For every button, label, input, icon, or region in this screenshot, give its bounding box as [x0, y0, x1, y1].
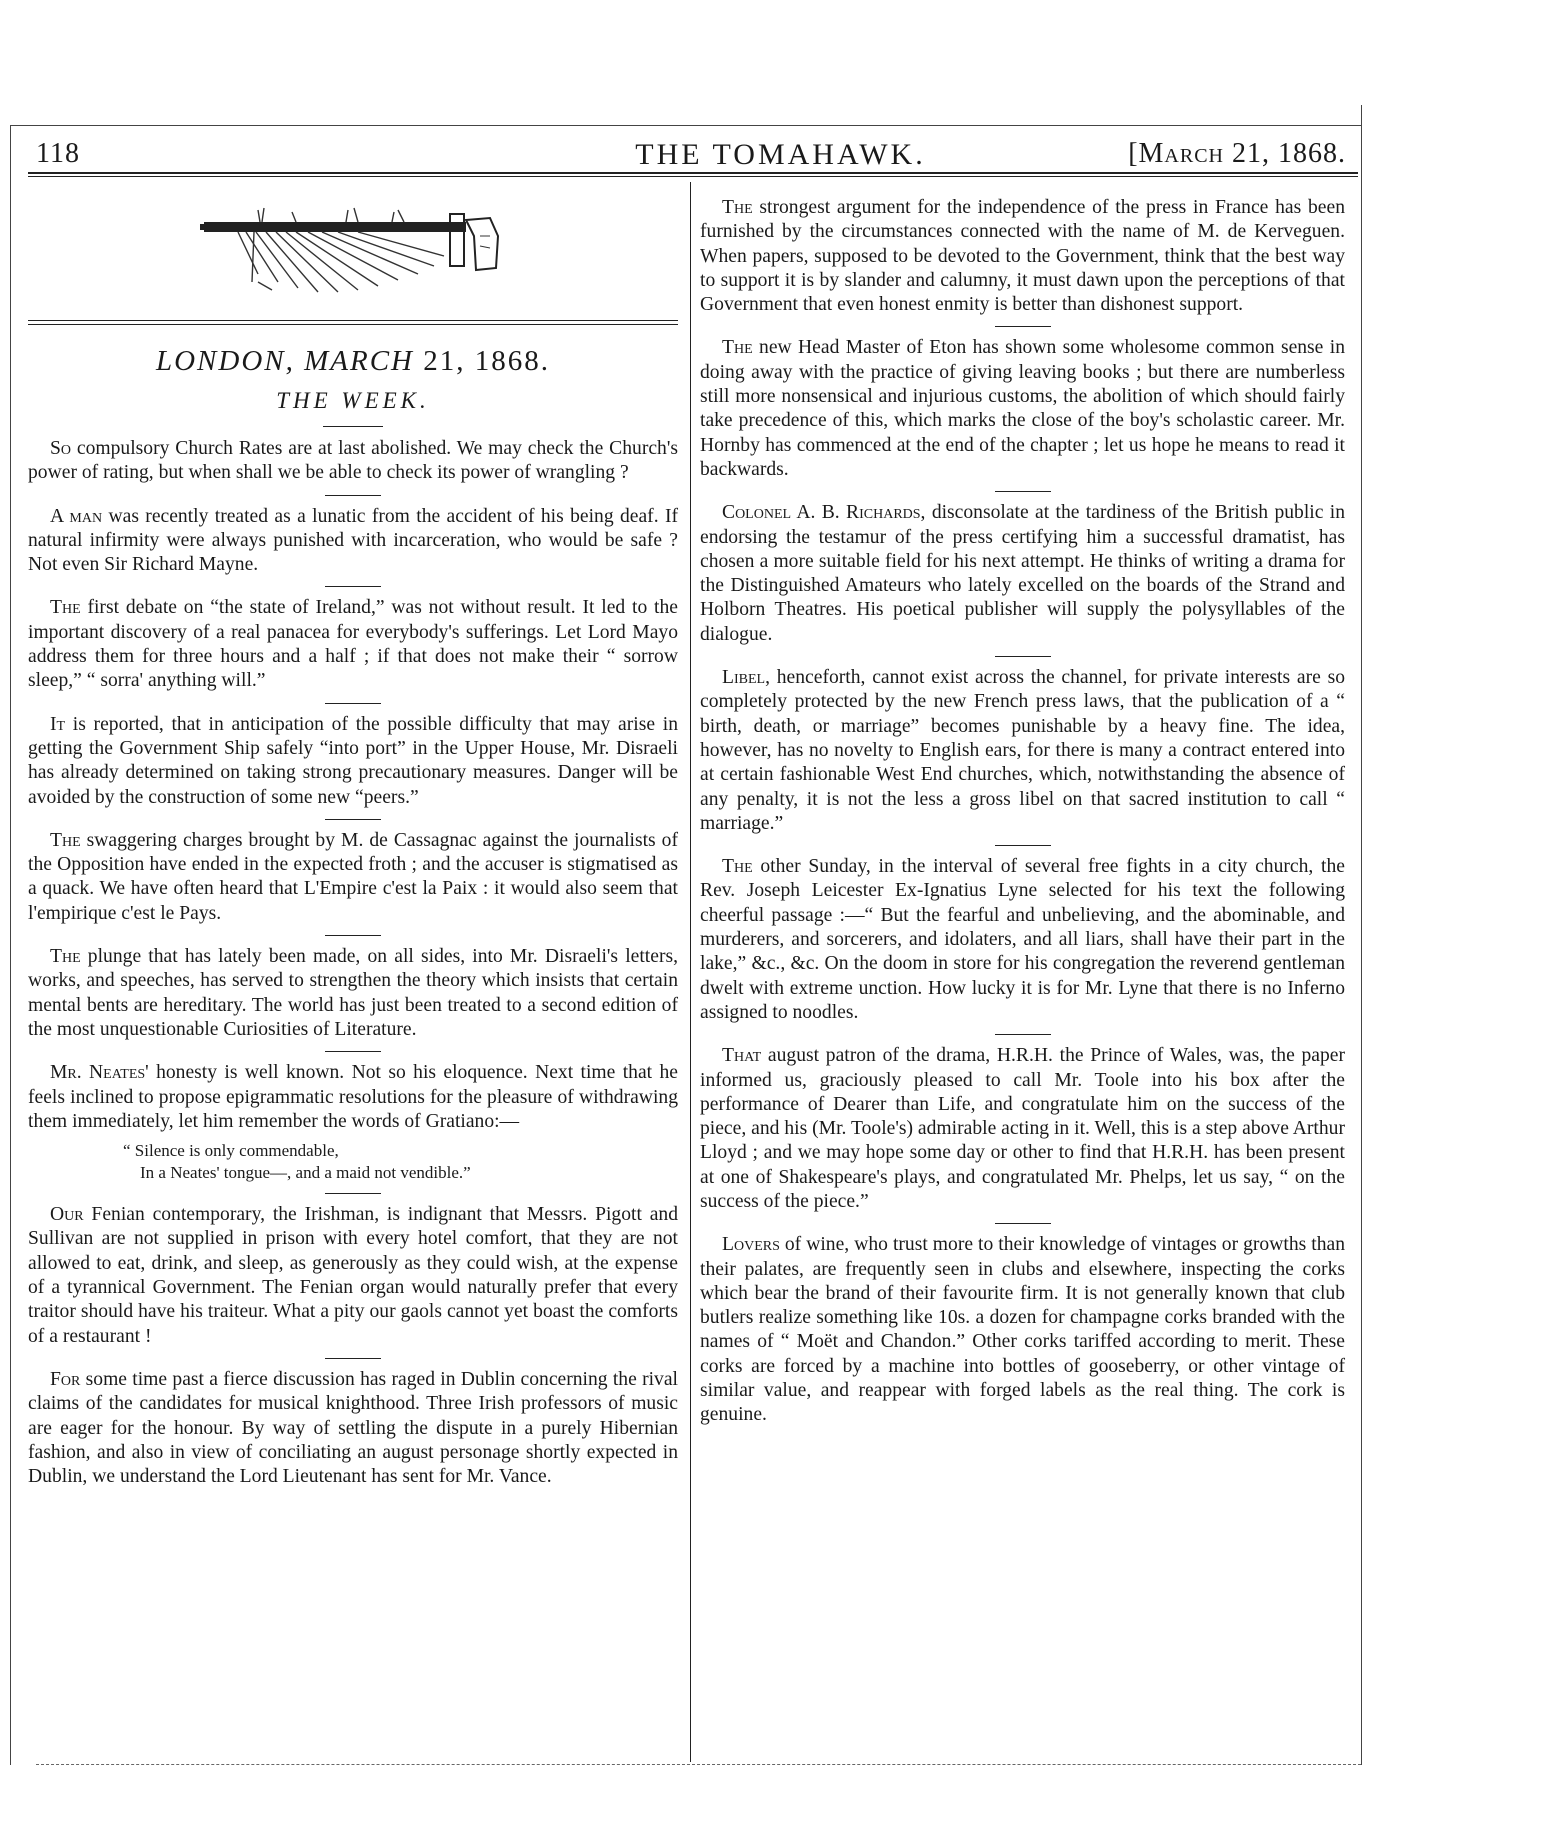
- masthead-rule-thin: [28, 324, 678, 325]
- article-separator: [325, 586, 381, 587]
- article-text: new Head Master of Eton has shown some wholesome common sense in doing away with the practice of giving leaving books ; but there are numberless still more nonsensical and injurious customs, the abolition of which should fairly take precedence of this, which marks the close of the boy's scholastic career. Mr. Hornby has commenced at the end of the chapter ; let us hope he means to read it backwards.: [700, 337, 1345, 480]
- article-paragraph: [28, 829, 678, 926]
- article-paragraph: [700, 666, 1345, 836]
- article-paragraph: [700, 1233, 1345, 1427]
- dateline-city-month: LONDON, MARCH: [155, 345, 414, 377]
- section-divider: [323, 426, 383, 427]
- left-column: [28, 186, 678, 1489]
- article-separator: [325, 1358, 381, 1359]
- column-divider: [690, 182, 691, 1762]
- article-paragraph: [700, 196, 1345, 317]
- article-separator: [325, 935, 381, 936]
- article-lead: Our: [50, 1204, 84, 1226]
- article-separator: [325, 1051, 381, 1052]
- article-paragraph: [28, 505, 678, 578]
- article-separator: [995, 326, 1051, 327]
- article-separator: [325, 703, 381, 704]
- article-lead: Mr. Neates': [50, 1062, 149, 1084]
- article-lead: The: [722, 197, 753, 218]
- article-text: some time past a fierce discussion has raged in Dublin concerning the rival claims of the candidates for musical knighthood. Three Irish professors of music are eager for the honour. By way of settling the dispute in a purely Hibernian fashion, and also in view of conciliating an august personage shortly expected in Dublin, we understand the Lord Lieutenant has sent for Mr. Vance.: [28, 1368, 678, 1488]
- top-rule: [10, 125, 1362, 126]
- article-paragraph: [28, 713, 678, 810]
- header-rule-thin: [28, 176, 1358, 177]
- article-text: compulsory Church Rates are at last abolished. We may check the Church's power of rating, but when shall we be able to check its power of wrangling ?: [28, 438, 678, 484]
- article-paragraph: [700, 501, 1345, 647]
- article-lead: It: [50, 713, 66, 735]
- left-articles: [28, 437, 678, 1489]
- verse-quote: [28, 1140, 678, 1184]
- article-separator: [325, 495, 381, 496]
- article-text: henceforth, cannot exist across the channel, for private interests are so completely protected by the new French press laws, that the publication of a “ birth, death, or marriage” becomes punishable by a heavy fine. The idea, however, has no novelty to English ears, for there is many a contract entered into at certain fashionable West End churches, which, notwithstanding the absence of any penalty, it is not the less a gross libel on that sacred institution to call “ marriage.”: [700, 667, 1345, 834]
- article-text: strongest argument for the independence of the press in France has been furnished by the circumstances connected with the name of M. de Kerveguen. When papers, supposed to be devoted to the Government, think that the best way to support it is by slander and calumny, it must dawn upon the perceptions of that Government that even honest enmity is better than dishonest support.: [700, 197, 1345, 316]
- bottom-rule: [36, 1764, 1361, 1765]
- article-paragraph: [700, 1044, 1345, 1214]
- article-text: august patron of the drama, H.R.H. the Prince of Wales, was, the paper informed us, graciously pleased to call Mr. Toole into his box after the performance of Dearer than Life, and congratulate him on the success of the piece, and his (Mr. Toole's) admirable acting in it. Well, this is a step above Arthur Lloyd ; and we may hope some day or other to find that H.R.H. has been present at one of Shakespeare's plays, and congratulated Mr. Phelps, let us say, “ on the success of the piece.”: [700, 1045, 1345, 1212]
- article-separator: [995, 491, 1051, 492]
- page-number: 118: [36, 138, 80, 169]
- right-column: [700, 186, 1345, 1428]
- article-text: other Sunday, in the interval of several free fights in a city church, the Rev. Joseph Leicester Ex-Ignatius Lyne selected for his text the following cheerful passage :—“ But the fearful and unbelieving, and the abominable, and murderers, and sorcerers, and idolaters, and all liars, shall have their part in the lake,” &c., &c. On the doom in store for his congregation the reverend gentleman dwelt with extreme unction. How lucky it is for Mr. Lyne that there is no Inferno assigned to noodles.: [700, 856, 1345, 1023]
- article-lead: Lovers: [722, 1234, 780, 1256]
- article-lead: The: [722, 337, 753, 359]
- verse-line: “ Silence is only commendable,: [123, 1141, 339, 1161]
- article-text: plunge that has lately been made, on all sides, into Mr. Disraeli's letters, works, and speeches, has served to strengthen the theory which insists that certain mental bents are hereditary. The world has just been treated to a second edition of the most unquestionable Curiosities of Literature.: [28, 946, 678, 1040]
- dateline: [28, 345, 678, 378]
- article-separator: [325, 1193, 381, 1194]
- article-text: of wine, who trust more to their knowledge of vintages or growths than their palates, are frequently seen in clubs and elsewhere, inspecting the corks which bear the brand of their favourite firm. It is not generally known that club butlers realize something like 10s. a dozen for champagne corks branded with the names of “ Moët and Chandon.” Other corks tariffed according to merit. These corks are forced by a machine into bottles of gooseberry, or other vintage of similar value, and reappear with forged labels as the real thing. The cork is genuine.: [700, 1234, 1345, 1426]
- article-paragraph: [28, 945, 678, 1042]
- article-lead: The: [722, 856, 753, 878]
- page-border-right: [1361, 105, 1362, 1765]
- article-separator: [995, 1034, 1051, 1035]
- article-paragraph: [28, 1368, 678, 1489]
- header-rule: [28, 172, 1358, 174]
- article-separator: [995, 656, 1051, 657]
- article-text: swaggering charges brought by M. de Cassagnac against the journalists of the Opposition have ended in the expected froth ; and the accuser is stigmatised as a quack. We have often heard that L'Empire c'est la Paix : it would also seem that l'empirique c'est le Pays.: [28, 829, 678, 924]
- article-paragraph: [28, 1203, 678, 1349]
- article-paragraph: [700, 855, 1345, 1025]
- article-lead: Libel,: [722, 667, 770, 689]
- article-paragraph: [28, 1061, 678, 1134]
- article-lead: A man: [50, 505, 103, 527]
- masthead-rule: [28, 320, 678, 321]
- article-text: first debate on “the state of Ireland,” was not without result. It led to the important discovery of a real panacea for everybody's sufferings. Let Lord Mayo address them for three hours and a half ; if that does not make their “ sorrow sleep,” “ sorra' anything will.”: [28, 597, 678, 692]
- tomahawk-emblem-icon: [198, 196, 508, 306]
- publication-title: THE TOMAHAWK.: [635, 138, 926, 171]
- article-separator: [995, 845, 1051, 846]
- section-title: THE WEEK.: [276, 388, 430, 413]
- verse-line: In a Neates' tongue—, and a maid not vendible.”: [140, 1163, 471, 1183]
- article-lead: For: [50, 1368, 81, 1390]
- article-text: is reported, that in anticipation of the possible difficulty that may arise in getting the Government Ship safely “into port” in the Upper House, Mr. Disraeli has already determined on taking strong precautionary measures. Danger will be avoided by the construction of some new “peers.”: [28, 713, 678, 808]
- article-lead: That: [722, 1045, 762, 1067]
- article-text: disconsolate at the tardiness of the British public in endorsing the testamur of the press certifying him a successful dramatist, has chosen a more suitable field for his next attempt. He thinks of writing a drama for the Distinguished Amateurs who lately excelled on the boards of the Strand and Holborn Theatres. His poetical publisher will supply the polysyllables of the dialogue.: [700, 502, 1346, 645]
- article-paragraph: [28, 596, 678, 693]
- article-lead: The: [50, 946, 81, 968]
- article-lead: The: [50, 597, 81, 619]
- right-articles: [700, 196, 1345, 1428]
- article-text: was recently treated as a lunatic from the accident of his being deaf. If natural infirmity were always punished with incarceration, who would be safe ? Not even Sir Richard Mayne.: [28, 505, 678, 576]
- page-border-left: [10, 125, 11, 1765]
- article-paragraph: [28, 437, 678, 486]
- article-lead: The: [50, 829, 81, 851]
- article-lead: So: [50, 438, 72, 459]
- article-lead: Colonel A. B. Richards,: [722, 502, 926, 524]
- article-text: Fenian contemporary, the Irishman, is indignant that Messrs. Pigott and Sullivan are not supplied in prison with every hotel comfort, that they are not allowed to eat, drink, and sleep, as generously as they could wish, at the expense of a tyrannical Government. The Fenian organ would naturally prefer that every traitor should have his traiteur. What a pity our gaols cannot yet boast the comforts of a restaurant !: [28, 1204, 678, 1347]
- article-text: honesty is well known. Not so his eloquence. Next time that he feels inclined to propose epigrammatic resolutions for the pleasure of withdrawing them immediately, let him remember the words of Gratiano:—: [28, 1062, 678, 1132]
- dateline-day-year: 21, 1868.: [423, 345, 550, 377]
- article-paragraph: [700, 336, 1345, 482]
- article-separator: [325, 819, 381, 820]
- issue-date: [March 21, 1868.: [1128, 138, 1346, 169]
- article-separator: [995, 1223, 1051, 1224]
